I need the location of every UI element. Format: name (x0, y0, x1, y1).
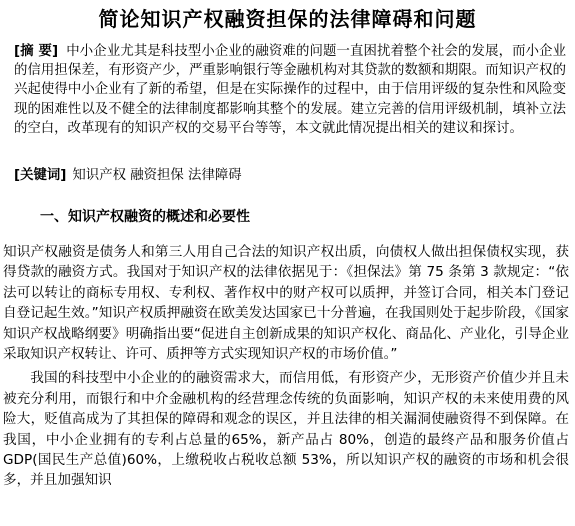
abstract-label: [摘 要] (14, 44, 59, 59)
abstract (14, 42, 566, 138)
page-title: 简论知识产权融资担保的法律障碍和问题 (98, 7, 477, 31)
body-paragraph-2: 我国的科技型中小企业的的融资需求大，而信用低，有形资产少，无形资产价值少并且未被充分利用，而银行和中介金融机构的经营理念传统的负面影响，知识产权的未来使用费的风险大，贬值高成为了其担保的障碍和观念的误区，并且法律的相关漏洞使融资得不到保障。在我国，中小企业拥有的专利占总量的65%，新产品占 80%，创造的最终产品和服务价值占 GDP(国民生产总值)60%，上缴税收占税收总额 53%，所以知识产权的融资的市场和机会很多，并且加强知识 (3, 370, 569, 489)
keywords-label: [关键词] (14, 168, 67, 183)
body-paragraph-1: 知识产权融资是债务人和第三人用自己合法的知识产权出质，向债权人做出担保债权实现，获得贷款的融资方式。我国对于知识产权的法律依据见于：《担保法》第 75 条第 3 款规定：“依法可以转让的商标专用权、专利权、著作权中的财产权可以质押，并签订合同，相关本门登记自登记起生效。”知识产权质押融资在欧美发达国家已十分普遍，在我国则处于起步阶段，《国家知识产权战略纲要》明确指出要“促进自主创新成果的知识产权化、商品化、产业化，引导企业采取知识产权转让、许可、质押等方式实现知识产权的市场价值。” (3, 244, 569, 363)
section-heading: 一、知识产权融资的概述和必要性 (40, 209, 250, 225)
abstract-text: 中小企业尤其是科技型小企业的融资难的问题一直困扰着整个社会的发展，而小企业的信用担保差，有形资产少，严重影响银行等金融机构对其贷款的数额和期限。而知识产权的兴起使得中小企业有了新的希望，但是在实际操作的过程中，由于信用评级的复杂性和风险变现的困难性以及不健全的法律制度都影响其整个的发展。建立完善的信用评级机制，填补立法的空白，改革现有的知识产权的交易平台等等，本文就此情况提出相关的建议和探讨。 (14, 44, 567, 136)
keywords-text: 知识产权 融资担保 法律障碍 (72, 168, 242, 183)
body-text (3, 242, 569, 491)
keywords (14, 166, 566, 185)
